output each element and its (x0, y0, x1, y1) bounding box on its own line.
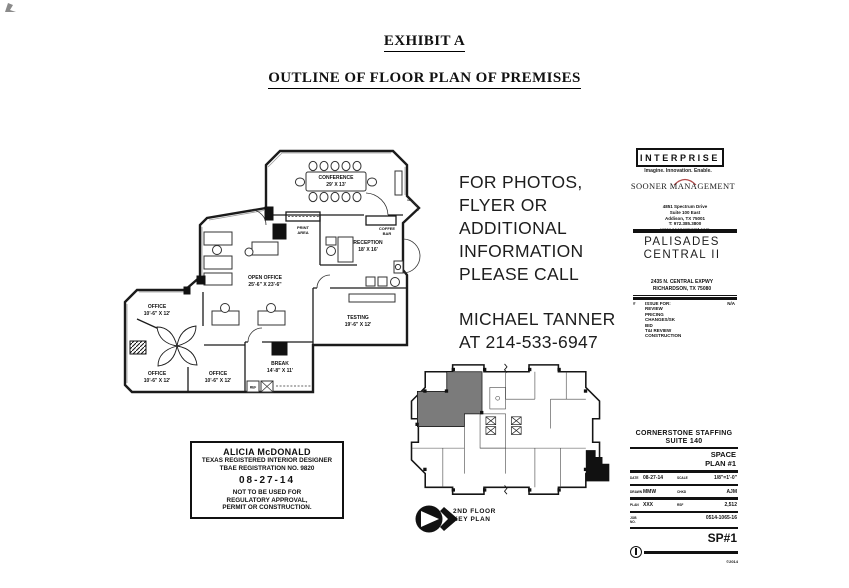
checked-value: AJM (726, 488, 737, 495)
keyplan-partitions (412, 372, 586, 488)
stamp-date: 08-27-14 (238, 475, 296, 487)
issue-header-value: N/A (727, 301, 735, 306)
issue-num: # (633, 301, 636, 306)
drawn-checked-row (630, 487, 738, 496)
designer-title: TEXAS REGISTERED INTERIOR DESIGNER (201, 457, 333, 464)
exhibit-heading (0, 33, 849, 52)
elevator-boxes (486, 417, 521, 435)
print-area-label-2: AREA (297, 230, 309, 235)
sooner-management-logo: SOONER MANAGEMENT (630, 181, 736, 191)
contact-note (459, 171, 616, 354)
plan-area-row (630, 501, 738, 510)
conference-label: CONFERENCE (318, 175, 354, 181)
contact-note-line: FOR PHOTOS, (459, 172, 583, 192)
sheet-title-line1: SPACE (710, 450, 736, 460)
property-name-line2: CENTRAL II (643, 248, 721, 261)
plan-value: XXX (643, 502, 654, 509)
interprise-logo-text: INTERPRISE (639, 153, 720, 163)
issue-row-label: PRICING (645, 311, 664, 317)
scan-artifact (4, 2, 18, 14)
office-nw-dims: 10'-6" X 12' (143, 311, 171, 317)
contact-note-line: INFORMATION (459, 241, 584, 261)
testing-counter (349, 294, 395, 302)
issue-row-label: REVIEW (645, 306, 663, 312)
sheet-number: SP#1 (707, 531, 737, 546)
testing-dims: 19'-6" X 12' (344, 322, 372, 328)
contact-note-line: ADDITIONAL (459, 218, 568, 238)
reception-chair (327, 247, 336, 256)
address-line: T: 972.385.3800 (668, 221, 702, 227)
sheet-number-row (630, 530, 738, 545)
client-suite: SUITE 140 (665, 438, 703, 445)
interprise-circle-icon (630, 546, 642, 558)
job-label: JOB NO. (630, 516, 637, 525)
issue-header-label: ISSUE FOR: (645, 301, 671, 306)
address-line: Suite 100 East (669, 209, 701, 215)
property-address-line2: RICHARDSON, TX 75080 (652, 286, 712, 292)
issue-row-label: T&I REVIEW (645, 328, 672, 334)
testing-label: TESTING (347, 315, 369, 321)
key-plan-caption-line2: KEY PLAN (453, 516, 491, 523)
reception-dims: 18' X 16' (358, 247, 378, 253)
issue-row-label: CONSTRUCTION (645, 333, 682, 339)
rsf-label: RSF (677, 503, 684, 508)
interprise-logo (636, 148, 724, 167)
office-sw-dims: 10'-6" X 12' (143, 378, 171, 384)
office-s-dims: 10'-6" X 12' (204, 378, 232, 384)
plan-label: PLAN (630, 503, 639, 508)
issue-row-label: CHANGES/SK (645, 317, 676, 323)
job-number-row (630, 514, 738, 526)
logo-bar (644, 551, 738, 555)
stamp-disclaimer-2: REGULATORY APPROVAL, (226, 496, 308, 504)
key-plan-caption-line1: 2ND FLOOR (453, 508, 496, 515)
property-address (638, 279, 726, 293)
title-block-rule (630, 527, 738, 529)
break-dims: 14'-8" X 11' (266, 368, 294, 374)
print-area-label-1: PRINT (297, 225, 309, 230)
coffee-bar-label-2: BAR (382, 231, 392, 236)
office-s-label: OFFICE (208, 371, 228, 377)
break-label: BREAK (271, 361, 289, 367)
address-line: Addison, TX 75001 (664, 215, 705, 221)
area-value: 2,512 (724, 502, 737, 509)
designer-stamp-box (190, 441, 344, 519)
contact-name: MICHAEL TANNER (459, 309, 616, 329)
address-line: 4851 Spectrum Drive (662, 204, 708, 209)
drawn-value: MMW (643, 488, 657, 495)
drawn-label: DRAWN (630, 489, 643, 494)
contact-note-line: PLEASE CALL (459, 264, 580, 284)
designer-registration: TBAE REGISTRATION NO. 9820 (219, 464, 315, 472)
key-plan-drawing (403, 360, 610, 502)
interprise-tagline: Imagine. Innovation. Enable. (644, 168, 712, 174)
hatched-column (130, 341, 146, 354)
conference-credenza (395, 171, 402, 195)
title-block-logo-row (630, 546, 738, 558)
contact-note-line: FLYER OR (459, 195, 548, 215)
issue-table (633, 295, 737, 339)
reception-label: RECEPTION (353, 240, 383, 246)
furniture (204, 161, 403, 392)
open-office-label: OPEN OFFICE (248, 275, 282, 281)
title-block-rule (630, 470, 738, 472)
page-title (0, 70, 849, 89)
property-name-line1: PALISADES (644, 236, 720, 248)
title-block-rule (630, 511, 738, 513)
reception-desk (338, 237, 353, 262)
office-sw-label: OFFICE (147, 371, 167, 377)
sheet-title-line2: PLAN #1 (705, 458, 736, 468)
stamp-disclaimer-1: NOT TO BE USED FOR (232, 489, 302, 497)
office-nw-label: OFFICE (147, 304, 167, 310)
floor-plan-drawing (100, 115, 440, 425)
ref-label: REF (249, 385, 257, 390)
title-block-rule (630, 484, 738, 486)
highlighted-suite (417, 372, 482, 427)
date-label: DATE (630, 476, 639, 481)
designer-name: ALICIA McDONALD (223, 447, 311, 457)
scale-value: 1/8"=1'-0" (713, 475, 737, 482)
job-number-value: 0514-1065-16 (705, 515, 737, 522)
date-scale-row (630, 474, 738, 483)
checked-label: CHKD (677, 489, 687, 494)
key-plan-caption (453, 508, 496, 524)
keyplan-columns (415, 368, 587, 492)
date-value: 08-27-14 (643, 475, 664, 482)
title-block-rule (630, 447, 738, 449)
title-block-rule (630, 497, 738, 499)
contact-phone: AT 214-533-6947 (459, 332, 599, 352)
issue-row (633, 333, 737, 338)
scale-label: SCALE (677, 476, 688, 481)
copyright: ©2014 (726, 558, 738, 564)
stair-mass (586, 450, 610, 481)
sheet-title (630, 450, 738, 469)
pinwheel-doors (157, 326, 197, 366)
exhibit-heading-text: EXHIBIT A (384, 33, 465, 52)
coffee-bar-label-1: COFFEE (378, 226, 396, 231)
property-address-line1: 2435 N. CENTRAL EXPWY (650, 279, 714, 285)
issue-row-label: BID (645, 322, 653, 328)
open-office-dims: 25'-6" X 23'-6" (248, 282, 282, 288)
divider-bar (633, 229, 737, 233)
project-title-block (630, 430, 738, 564)
page-title-text: OUTLINE OF FLOOR PLAN OF PREMISES (268, 70, 581, 89)
issue-table-bar (633, 297, 737, 300)
client-name: CORNERSTONE STAFFING (635, 430, 733, 437)
property-name (630, 236, 734, 261)
conference-dims: 29' X 13' (326, 182, 346, 188)
stamp-disclaimer-3: PERMIT OR CONSTRUCTION. (222, 504, 312, 512)
